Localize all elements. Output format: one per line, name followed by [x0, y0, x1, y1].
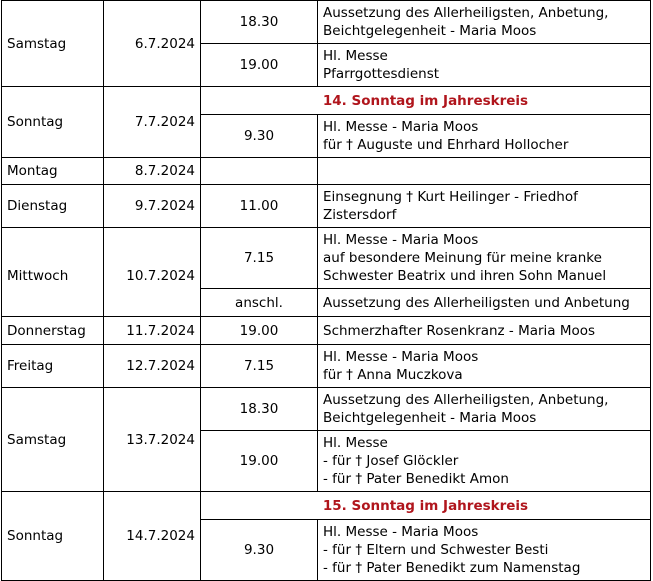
entry-line: Beichtgelegenheit - Maria Moos: [323, 23, 537, 39]
day-name: Samstag: [2, 1, 104, 87]
time: 18.30: [201, 388, 318, 431]
time: anschl.: [201, 289, 318, 317]
entry-description: Schmerzhafter Rosenkranz - Maria Moos: [318, 317, 651, 345]
entry-line: Pfarrgottesdienst: [323, 66, 440, 82]
date: 12.7.2024: [104, 345, 201, 388]
entry-line: Beichtgelegenheit - Maria Moos: [323, 410, 537, 426]
entry-line: Hl. Messe - Maria Moos: [323, 349, 479, 365]
entry-line: Hl. Messe - Maria Moos: [323, 524, 479, 540]
entry-line: - für † Eltern und Schwester Besti: [323, 542, 549, 558]
entry-description: [318, 345, 651, 388]
table-row: [2, 345, 651, 388]
time: 9.30: [201, 115, 318, 158]
day-name: Sonntag: [2, 87, 104, 158]
feast-title: 14. Sonntag im Jahreskreis: [201, 87, 651, 115]
entry-description: [318, 44, 651, 87]
entry-line: - für † Pater Benedikt Amon: [323, 471, 509, 487]
entry-description: [318, 431, 651, 492]
date: 11.7.2024: [104, 317, 201, 345]
entry-line: - für † Josef Glöckler: [323, 453, 459, 469]
entry-line: Schwester Beatrix und ihren Sohn Manuel: [323, 268, 607, 284]
entry-description: [318, 228, 651, 289]
day-name: Dienstag: [2, 185, 104, 228]
time: [201, 158, 318, 185]
entry-line: auf besondere Meinung für meine kranke: [323, 250, 602, 266]
entry-line: Aussetzung des Allerheiligsten, Anbetung,: [323, 392, 609, 408]
entry-line: Einsegnung † Kurt Heilinger - Friedhof: [323, 189, 578, 205]
entry-line: für † Anna Muczkova: [323, 367, 463, 383]
entry-line: Hl. Messe - Maria Moos: [323, 232, 479, 248]
time: 18.30: [201, 1, 318, 44]
date: 9.7.2024: [104, 185, 201, 228]
time: 19.00: [201, 431, 318, 492]
table-row: [2, 388, 651, 431]
table-row: [2, 317, 651, 345]
time: 9.30: [201, 520, 318, 581]
table-row: [2, 158, 651, 185]
day-name: Donnerstag: [2, 317, 104, 345]
date: 10.7.2024: [104, 228, 201, 317]
day-name: Samstag: [2, 388, 104, 492]
day-name: Montag: [2, 158, 104, 185]
entry-description: Aussetzung des Allerheiligsten und Anbetung: [318, 289, 651, 317]
schedule-table: [1, 0, 651, 581]
entry-line: Hl. Messe: [323, 435, 388, 451]
entry-line: für † Auguste und Ehrhard Hollocher: [323, 137, 569, 153]
date: 8.7.2024: [104, 158, 201, 185]
entry-description: [318, 185, 651, 228]
entry-description: [318, 520, 651, 581]
time: 11.00: [201, 185, 318, 228]
table-row: [2, 1, 651, 44]
entry-description: [318, 158, 651, 185]
time: 19.00: [201, 317, 318, 345]
table-row: [2, 87, 651, 115]
entry-description: [318, 388, 651, 431]
entry-line: Zistersdorf: [323, 207, 397, 223]
date: 14.7.2024: [104, 492, 201, 581]
entry-line: - für † Pater Benedikt zum Namenstag: [323, 560, 581, 576]
table-row: [2, 185, 651, 228]
time: 7.15: [201, 345, 318, 388]
date: 13.7.2024: [104, 388, 201, 492]
entry-description: [318, 1, 651, 44]
day-name: Sonntag: [2, 492, 104, 581]
date: 6.7.2024: [104, 1, 201, 87]
feast-title: 15. Sonntag im Jahreskreis: [201, 492, 651, 520]
time: 7.15: [201, 228, 318, 289]
day-name: Mittwoch: [2, 228, 104, 317]
day-name: Freitag: [2, 345, 104, 388]
table-row: [2, 228, 651, 289]
entry-description: [318, 115, 651, 158]
date: 7.7.2024: [104, 87, 201, 158]
entry-line: Hl. Messe: [323, 48, 388, 64]
entry-line: Hl. Messe - Maria Moos: [323, 119, 479, 135]
table-row: [2, 492, 651, 520]
time: 19.00: [201, 44, 318, 87]
entry-line: Aussetzung des Allerheiligsten, Anbetung,: [323, 5, 609, 21]
schedule-body: [2, 1, 651, 581]
